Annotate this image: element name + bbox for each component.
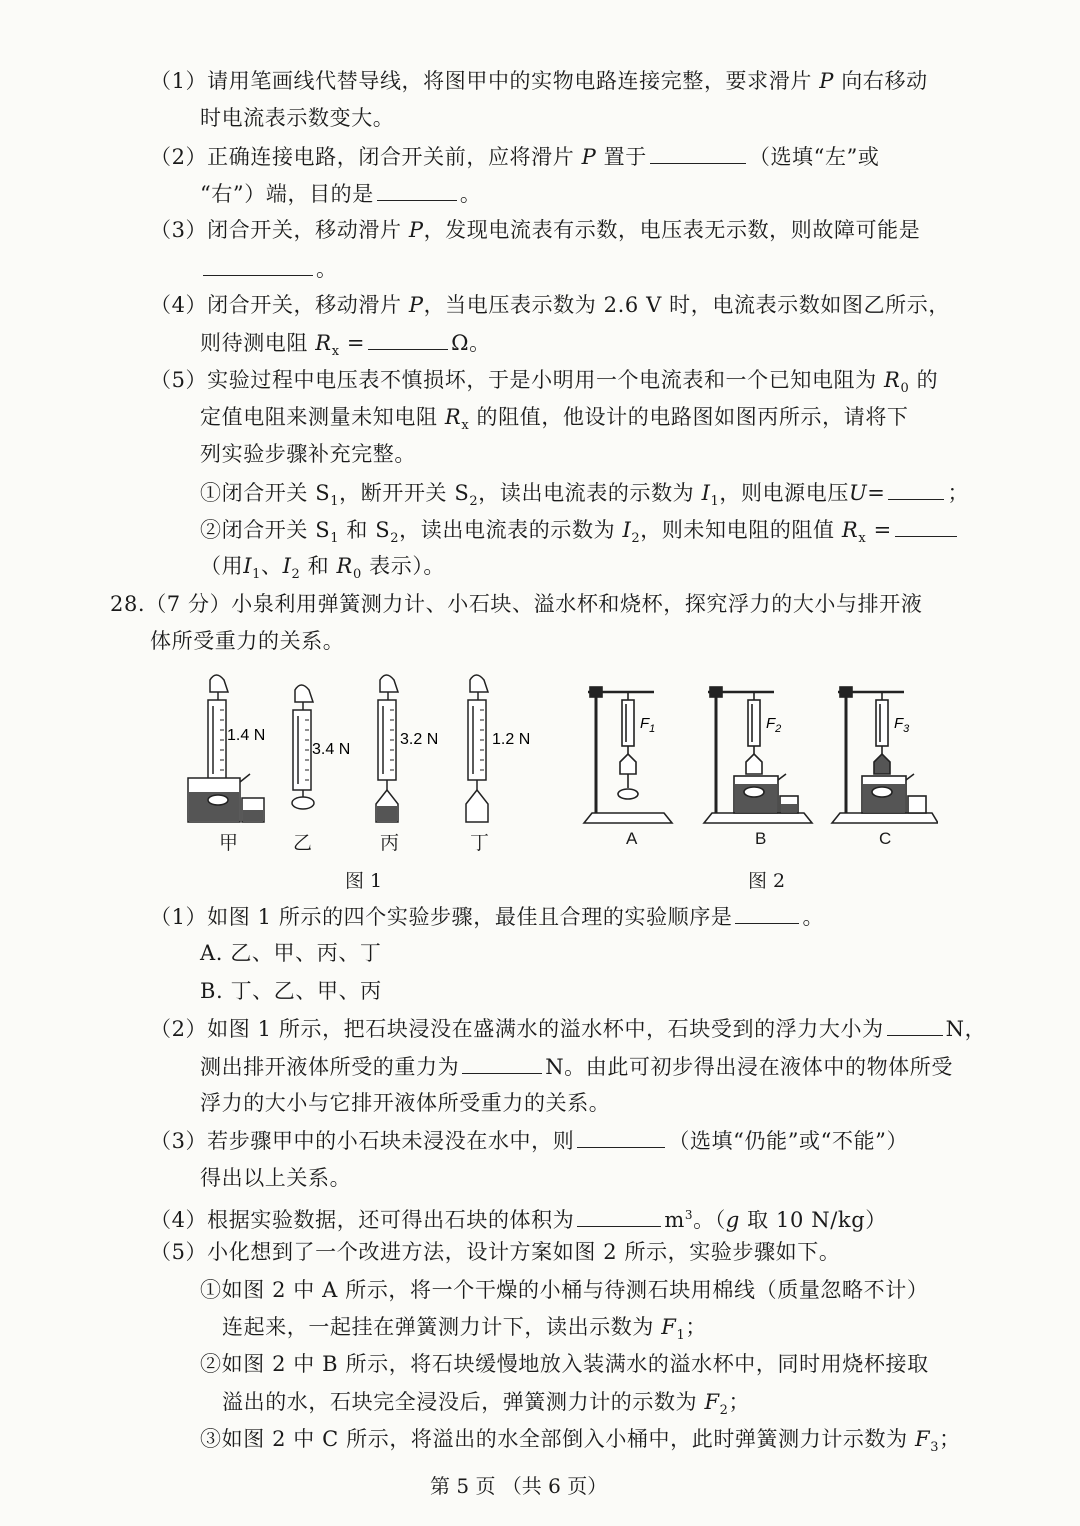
page-footer: 第 5 页 （共 6 页） [430, 1474, 608, 1498]
q28-intro-line1: 28.（7 分）小泉利用弹簧测力计、小石块、溢水杯和烧杯，探究浮力的大小与排开液 [110, 592, 923, 616]
spring-scale-a [622, 700, 634, 746]
q27-part2-line1: （2）正确连接电路，闭合开关前，应将滑片 P 置于 （选填“左”或 [150, 141, 880, 172]
q27-part3-line2: 。 [200, 253, 338, 284]
spring-scale-c [876, 700, 888, 746]
fig1-label-ding: 丁 [470, 832, 490, 854]
answer-blank[interactable] [462, 1051, 542, 1074]
clamp [840, 687, 852, 697]
q28-part2-line3: 浮力的大小与它排开液体所受重力的关系。 [200, 1091, 611, 1115]
figure-2 [578, 678, 938, 833]
answer-blank[interactable] [577, 1204, 661, 1227]
q28-part3-line2: 得出以上关系。 [200, 1166, 352, 1190]
stand-base [704, 813, 812, 823]
answer-blank[interactable] [895, 514, 957, 537]
q28-option-b: B. 丁、乙、甲、丙 [200, 979, 382, 1003]
answer-blank[interactable] [650, 141, 746, 164]
stone [208, 795, 228, 805]
hand-icon [210, 675, 228, 692]
bucket-with-water [874, 754, 890, 774]
q28-part2-line1: （2）如图 1 所示，把石块浸没在盛满水的溢水杯中，石块受到的浮力大小为 N， [150, 1013, 986, 1044]
q28-part1: （1）如图 1 所示的四个实验步骤，最佳且合理的实验顺序是 。 [150, 901, 824, 932]
bucket [620, 754, 636, 774]
answer-blank[interactable] [203, 253, 313, 276]
clamp [710, 687, 722, 697]
stone [292, 797, 314, 809]
q28-step2-line2: 溢出的水，石块完全浸没后，弹簧测力计的示数为 $F_2$； [222, 1390, 751, 1419]
q27-part5-line2: 定值电阻来测量未知电阻 $R_x$ 的阻值，他设计的电路图如图丙所示，请将下 [200, 405, 909, 434]
force-f2: $F_2$ [766, 715, 782, 735]
fig1-label-yi: 乙 [293, 832, 313, 854]
q28-part5: （5）小化想到了一个改进方法，设计方案如图 2 所示，实验步骤如下。 [150, 1240, 841, 1264]
q27-part4-line2: 则待测电阻 $R_x = \Omega$。 [200, 327, 491, 367]
hand-icon [380, 675, 398, 692]
q27-part3-line1: （3）闭合开关，移动滑片 P，发现电流表有示数，电压表无示数，则故障可能是 [150, 218, 921, 242]
stone [618, 789, 638, 799]
clamp [590, 687, 602, 697]
q28-part3-line1: （3）若步骤甲中的小石块未浸没在水中，则 （选填“仍能”或“不能”） [150, 1125, 908, 1156]
answer-blank[interactable] [888, 477, 944, 500]
q27-part5-line3: 列实验步骤补充完整。 [200, 442, 416, 466]
q28-intro-line2: 体所受重力的关系。 [150, 629, 345, 653]
answer-blank[interactable] [735, 901, 799, 924]
q27-step1: ①闭合开关 $S_1$，断开开关 $S_2$，读出电流表的示数为 $I_1$，则电源电压U= ； [200, 477, 969, 517]
q27-part1-line1: （1）请用笔画线代替导线，将图甲中的实物电路连接完整，要求滑片 P 向右移动 [150, 69, 928, 93]
figure-2-caption: 图 2 [748, 870, 786, 892]
spring-scale-b [748, 700, 760, 746]
reading-jia: 1.4 N [227, 727, 266, 744]
q28-step3: ③如图 2 中 C 所示，将溢出的水全部倒入小桶中，此时弹簧测力计示数为 $F_3$； [200, 1427, 961, 1456]
fig2-label-b: B [755, 829, 767, 848]
beaker [908, 796, 926, 813]
answer-blank[interactable] [377, 178, 457, 201]
hand-icon [470, 675, 488, 692]
q28-option-a: A. 乙、甲、丙、丁 [200, 941, 382, 965]
q28-part2-line2: 测出排开液体所受的重力为 N。由此可初步得出浸在液体中的物体所受 [200, 1051, 953, 1082]
q28-part4: （4）根据实验数据，还可得出石块的体积为 $m^3$。（g 取 10 N/kg） [150, 1200, 887, 1235]
hand-icon [295, 685, 313, 702]
q27-step2: ②闭合开关 $S_1$ 和 $S_2$，读出电流表的示数为 $I_2$，则未知电阻的阻值 $R_x$ = [200, 514, 960, 554]
reading-bing: 3.2 N [400, 731, 439, 748]
q27-part4-line1: （4）闭合开关，移动滑片 P，当电压表示数为 2.6 V 时，电流表示数如图乙所示， [150, 293, 950, 317]
stand-base [584, 813, 672, 823]
stone [872, 787, 892, 797]
answer-blank[interactable] [577, 1125, 665, 1148]
reading-ding: 1.2 N [492, 731, 531, 748]
q27-part1-line2: 时电流表示数变大。 [200, 106, 395, 130]
force-f3: $F_3$ [894, 715, 910, 735]
q27-part5-line1: （5）实验过程中电压表不慎损坏，于是小明用一个电流表和一个已知电阻为 $R_0$ 的 [150, 368, 939, 397]
stone [744, 787, 764, 797]
figure-1-caption: 图 1 [345, 870, 383, 892]
fig2-label-a: A [626, 829, 638, 848]
q28-step1-line1: ①如图 2 中 A 所示，将一个干燥的小桶与待测石块用棉线（质量忽略不计） [200, 1278, 929, 1302]
fig1-label-bing: 丙 [380, 832, 400, 854]
answer-blank[interactable] [368, 327, 448, 350]
answer-blank[interactable] [887, 1013, 943, 1036]
fig1-label-jia: 甲 [219, 832, 239, 854]
reading-yi: 3.4 N [312, 741, 351, 758]
force-f1: $F_1$ [640, 715, 656, 735]
bucket [746, 754, 762, 774]
q28-step2-line1: ②如图 2 中 B 所示，将石块缓慢地放入装满水的溢水杯中，同时用烧杯接取 [200, 1352, 929, 1376]
stand-base [832, 813, 938, 823]
fig2-label-c: C [879, 829, 892, 848]
q28-step1-line2: 连起来，一起挂在弹簧测力计下，读出示数为 $F_1$； [222, 1315, 707, 1344]
q27-step2-note: （用$I_1$、$I_2$ 和 $R_0$ 表示）。 [200, 554, 446, 583]
q27-part2-line2: “右”）端，目的是 。 [200, 178, 481, 209]
empty-beaker [466, 790, 488, 822]
